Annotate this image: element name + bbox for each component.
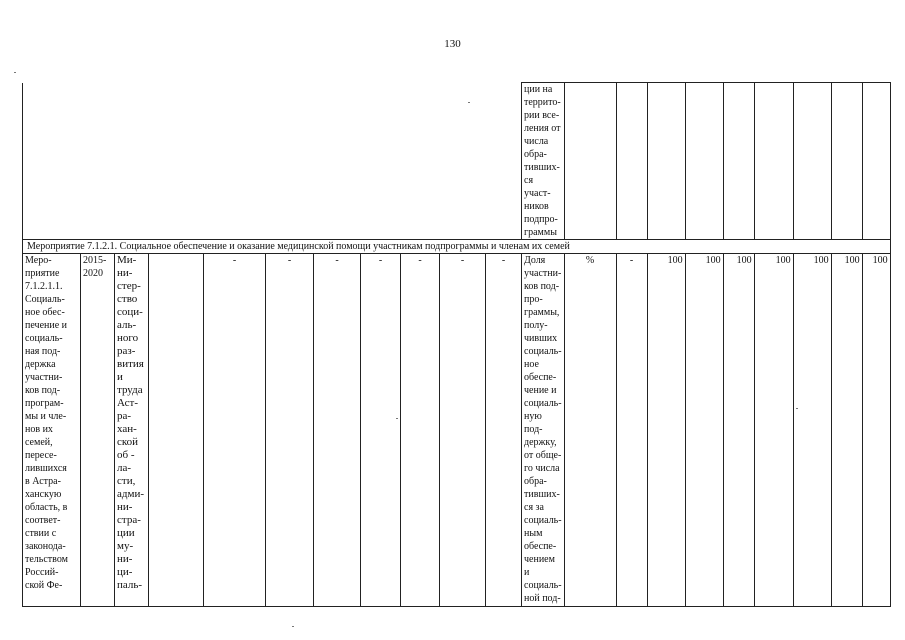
unit-cell: % [564,254,616,607]
funding-cell: - [266,254,314,607]
empty-cell [862,83,890,240]
scan-speck [468,102,470,103]
empty-cell [831,83,862,240]
table-row-activity [23,254,891,607]
year-value-cell: 100 [831,254,862,607]
scan-speck [14,72,16,73]
empty-cell [616,83,647,240]
funding-cell: - [486,254,522,607]
scan-speck [396,418,398,419]
year-value-cell: 100 [685,254,723,607]
funding-cell: - [314,254,361,607]
empty-cell [754,83,793,240]
empty-cell [723,83,754,240]
year-value-cell: 100 [647,254,685,607]
period-cell: 2015- 2020 [81,254,115,607]
table-row-section-header [23,240,891,254]
indicator-continuation-cell: ции на террито- рии все- ления от числа обра- тивших- ся участ- ников подпро- граммы [522,83,565,240]
executor-cell: Ми- ни- стер- ство соци- аль- ного раз- вития и труда Аст- ра- хан- ской об - ла- сти, адми- ни- стра- ции му- ни- ци- паль- [115,254,149,607]
activity-cell: Меро- приятие 7.1.2.1.1. Социаль- ное обес- печение и социаль- ная под- держка участни- ков под- програм- мы и чле- нов их семей, пересе- лившихся в Астра- ханскую область, в соответ- ствии с законода- тельством Россий- ской Фе- [23,254,81,607]
section-header: Мероприятие 7.1.2.1. Социальное обеспечение и оказание медицинской помощи участникам подпрограммы и членам их семей [23,240,891,254]
year-value-cell: 100 [862,254,890,607]
empty-cell [149,254,204,607]
funding-cell: - [401,254,440,607]
year-value-cell: 100 [723,254,754,607]
page-number: 130 [444,38,461,50]
table-row-continuation [23,83,891,240]
empty-cell [23,83,522,240]
base-value-cell: - [616,254,647,607]
funding-cell: - [361,254,401,607]
scan-speck [796,408,798,409]
scan-speck [292,626,294,627]
empty-cell [685,83,723,240]
empty-cell [564,83,616,240]
indicator-cell: Доля участни- ков под- про- граммы, полу- чивших социаль- ное обеспе- чение и социаль- ную под- держку, от обще- го числа обра- тивших- ся за социаль- ным обеспе- чением и социаль- ной под- [522,254,565,607]
funding-cell: - [204,254,266,607]
program-table [22,82,891,607]
year-value-cell: 100 [793,254,831,607]
empty-cell [793,83,831,240]
empty-cell [647,83,685,240]
year-value-cell: 100 [754,254,793,607]
funding-cell: - [440,254,486,607]
